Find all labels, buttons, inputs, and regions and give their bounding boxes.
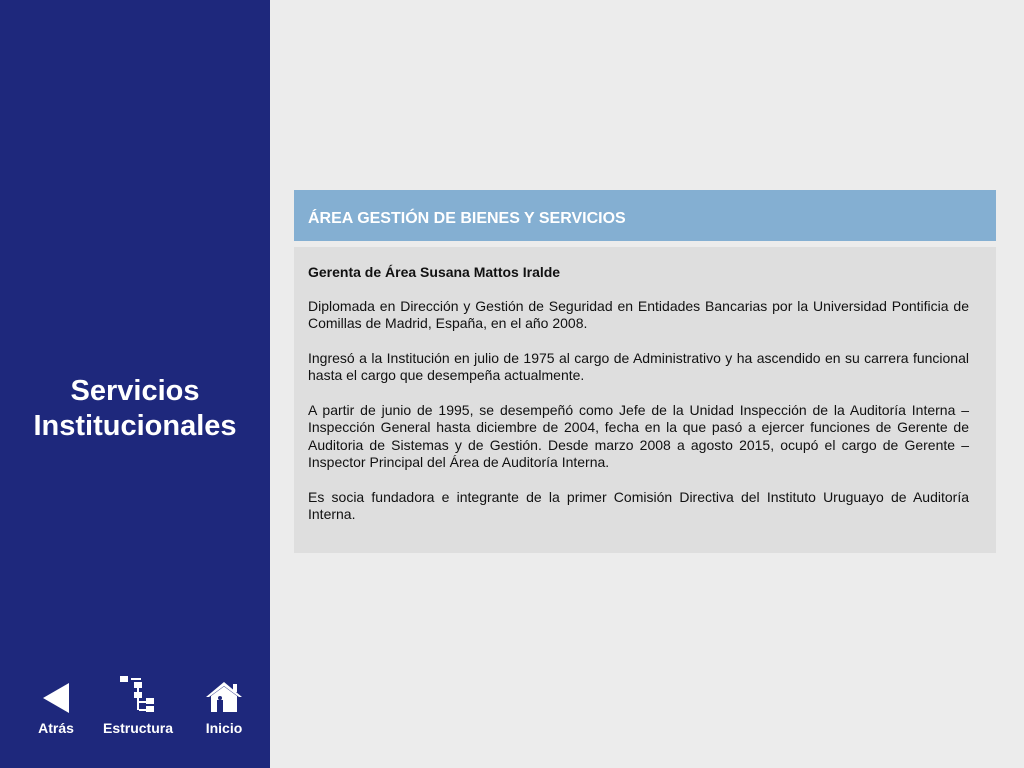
home-label: Inicio: [205, 720, 243, 736]
paragraph-2: Ingresó a la Institución en julio de 1975 al cargo de Administrativo y ha ascendido en su carrera funcional hasta el cargo que desempeña actualmente.: [308, 349, 969, 383]
paragraph-1: Diplomada en Dirección y Gestión de Seguridad en Entidades Bancarias por la Universidad Pontificia de Comillas de Madrid, España, en el año 2008.: [308, 297, 969, 331]
sidebar: [0, 0, 270, 768]
house-icon: [204, 670, 244, 714]
sidebar-title-line1: Servicios: [70, 375, 200, 407]
hierarchy-icon: [118, 670, 158, 714]
triangle-left-icon: [42, 670, 70, 714]
panel-header: ÁREA GESTIÓN DE BIENES Y SERVICIOS: [294, 190, 996, 241]
home-button[interactable]: [198, 670, 250, 740]
structure-button[interactable]: [98, 670, 178, 740]
paragraph-3: A partir de junio de 1995, se desempeñó como Jefe de la Unidad Inspección de la Auditoría Interna – Inspección General hasta diciembre de 2004, fecha en la que pasó a ejercer funciones de Gerente de Auditoria de Sistemas y de Gestión. Desde marzo 2008 a agosto 2015, ocupó el cargo de Gerente – Inspector Principal del Área de Auditoría Interna.: [308, 401, 969, 470]
back-label: Atrás: [38, 720, 74, 736]
back-button[interactable]: [30, 670, 82, 740]
panel-subtitle: Gerenta de Área Susana Mattos Iralde: [308, 264, 561, 280]
sidebar-title-line2: Institucionales: [33, 410, 237, 442]
paragraph-4: Es socia fundadora e integrante de la primer Comisión Directiva del Instituto Uruguayo de Auditoría Interna.: [308, 488, 969, 522]
structure-label: Estructura: [102, 720, 174, 736]
panel-body: [294, 247, 996, 553]
sidebar-title: [0, 374, 270, 444]
